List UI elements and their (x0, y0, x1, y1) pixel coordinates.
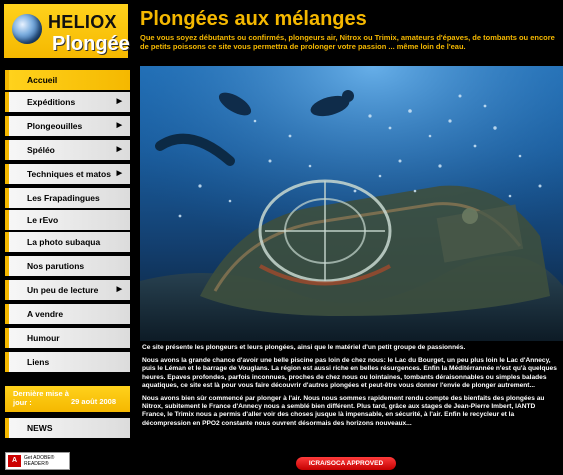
sidebar-item-label: Les Frapadingues (27, 193, 100, 203)
sidebar-item-expeditions[interactable] (5, 92, 130, 112)
sidebar-item-liens[interactable] (5, 352, 130, 372)
site-logo[interactable] (4, 4, 128, 58)
sidebar-item-un-peu-de-lecture[interactable] (5, 280, 130, 300)
wreck-illustration (140, 66, 563, 341)
adobe-reader-text: Get ADOBE® READER® (24, 455, 55, 467)
intro-text (142, 344, 559, 433)
sidebar-item-label: A vendre (27, 309, 64, 319)
sidebar-item-nos-parutions[interactable] (5, 256, 130, 276)
intro-paragraph-3: Nous avons bien sûr commencé par plonger à l'air. Nous nous sommes rapidement rendu compte des bienfaits des plongées au Nitrox, subitement le France d'Annecy nous a semblé bien différent. Plus tard, grâce aux stages de Jean-Pierre Imbert, IANTD France, le Trimix nous a permis d'aller voir des choses jusque là impensable, en sécurité, à l'air. Enfin le recycleur et la décompression en PPO2 constante nous ouvrent désormais des horizons nouveaux... (142, 395, 545, 427)
intro-paragraph-2: Nous avons la grande chance d'avoir une belle piscine pas loin de chez nous: le Lac du Bourget, un peu plus loin le Lac d'Annecy, puis le Léman et le barrage de Vouglans. La région est aussi riche en belles résurgences. Enfin la Méditérrannée n'est qu'à quelques heures. Epaves profondes, parfois inconnues, proches de chez nous ou lointaines, tombants déraisonnables ou simples balades aquatiques, ce site est là pour vous faire découvrir d'autres plongées et peut-être vous donner l'envie de plonger autrement... (142, 357, 557, 389)
sidebar-item-humour[interactable] (5, 328, 130, 348)
chevron-right-icon: ▶ (116, 98, 122, 105)
sidebar-nav (0, 60, 136, 475)
sidebar-item-accueil[interactable] (5, 70, 130, 90)
header (0, 0, 563, 60)
adobe-reader-badge[interactable] (5, 452, 70, 470)
intro-paragraph-1: Ce site présente les plongeurs et leurs plongées, ainsi que le matériel d'un petit groupe de passionnés. (142, 344, 466, 351)
sidebar-item-la-photo-subaqua[interactable] (5, 232, 130, 252)
chevron-right-icon: ▶ (116, 146, 122, 153)
chevron-right-icon: ▶ (116, 286, 122, 293)
sidebar-item-label: Le rEvo (27, 215, 59, 225)
logo-text-line2: Plongée (52, 33, 130, 55)
globe-icon (12, 14, 42, 44)
sidebar-item-le-revo[interactable] (5, 210, 130, 230)
sidebar-item-label: Humour (27, 333, 60, 343)
hero-photo-wreck-diver (140, 66, 563, 341)
icra-soca-approved-badge[interactable]: ICRA/SOCA APPROVED (296, 457, 396, 470)
sidebar-item-label: Liens (27, 357, 50, 367)
sidebar-item-label: Expéditions (27, 97, 76, 107)
last-update-box (5, 386, 130, 412)
sidebar-item-techniques-et-matos[interactable] (5, 164, 130, 184)
chevron-right-icon: ▶ (116, 170, 122, 177)
chevron-right-icon: ▶ (116, 122, 122, 129)
sidebar-item-news[interactable]: NEWS (5, 418, 130, 438)
adobe-reader-icon: A (8, 455, 21, 467)
sidebar-item-plongeouilles[interactable] (5, 116, 130, 136)
sidebar-item-label: Nos parutions (27, 261, 85, 271)
sidebar-item-label: Un peu de lecture (27, 285, 99, 295)
last-update-label: Dernière mise à jour : (13, 389, 69, 407)
last-update-date: 29 août 2008 (71, 397, 117, 406)
sidebar-item-les-frapadingues[interactable] (5, 188, 130, 208)
sidebar-item-label: Spéléo (27, 145, 55, 155)
sidebar-item-speleo[interactable] (5, 140, 130, 160)
sidebar-item-label: La photo subaqua (27, 237, 101, 247)
sidebar-item-label: Techniques et matos (27, 169, 111, 179)
site-intro: Que vous soyez débutants ou confirmés, plongeurs air, Nitrox ou Trimix, amateurs d'épaves, de tombants ou encore de petits poissons ce site vous permettra de prolonger votre passion ... même loin de l'eau. (140, 33, 555, 51)
sidebar-item-label: Plongeouilles (27, 121, 83, 131)
page-title: Plongées aux mélanges (140, 8, 367, 30)
sidebar-item-label: Accueil (27, 75, 58, 85)
sidebar-item-a-vendre[interactable] (5, 304, 130, 324)
logo-text-line1: HELIOX (48, 12, 117, 32)
